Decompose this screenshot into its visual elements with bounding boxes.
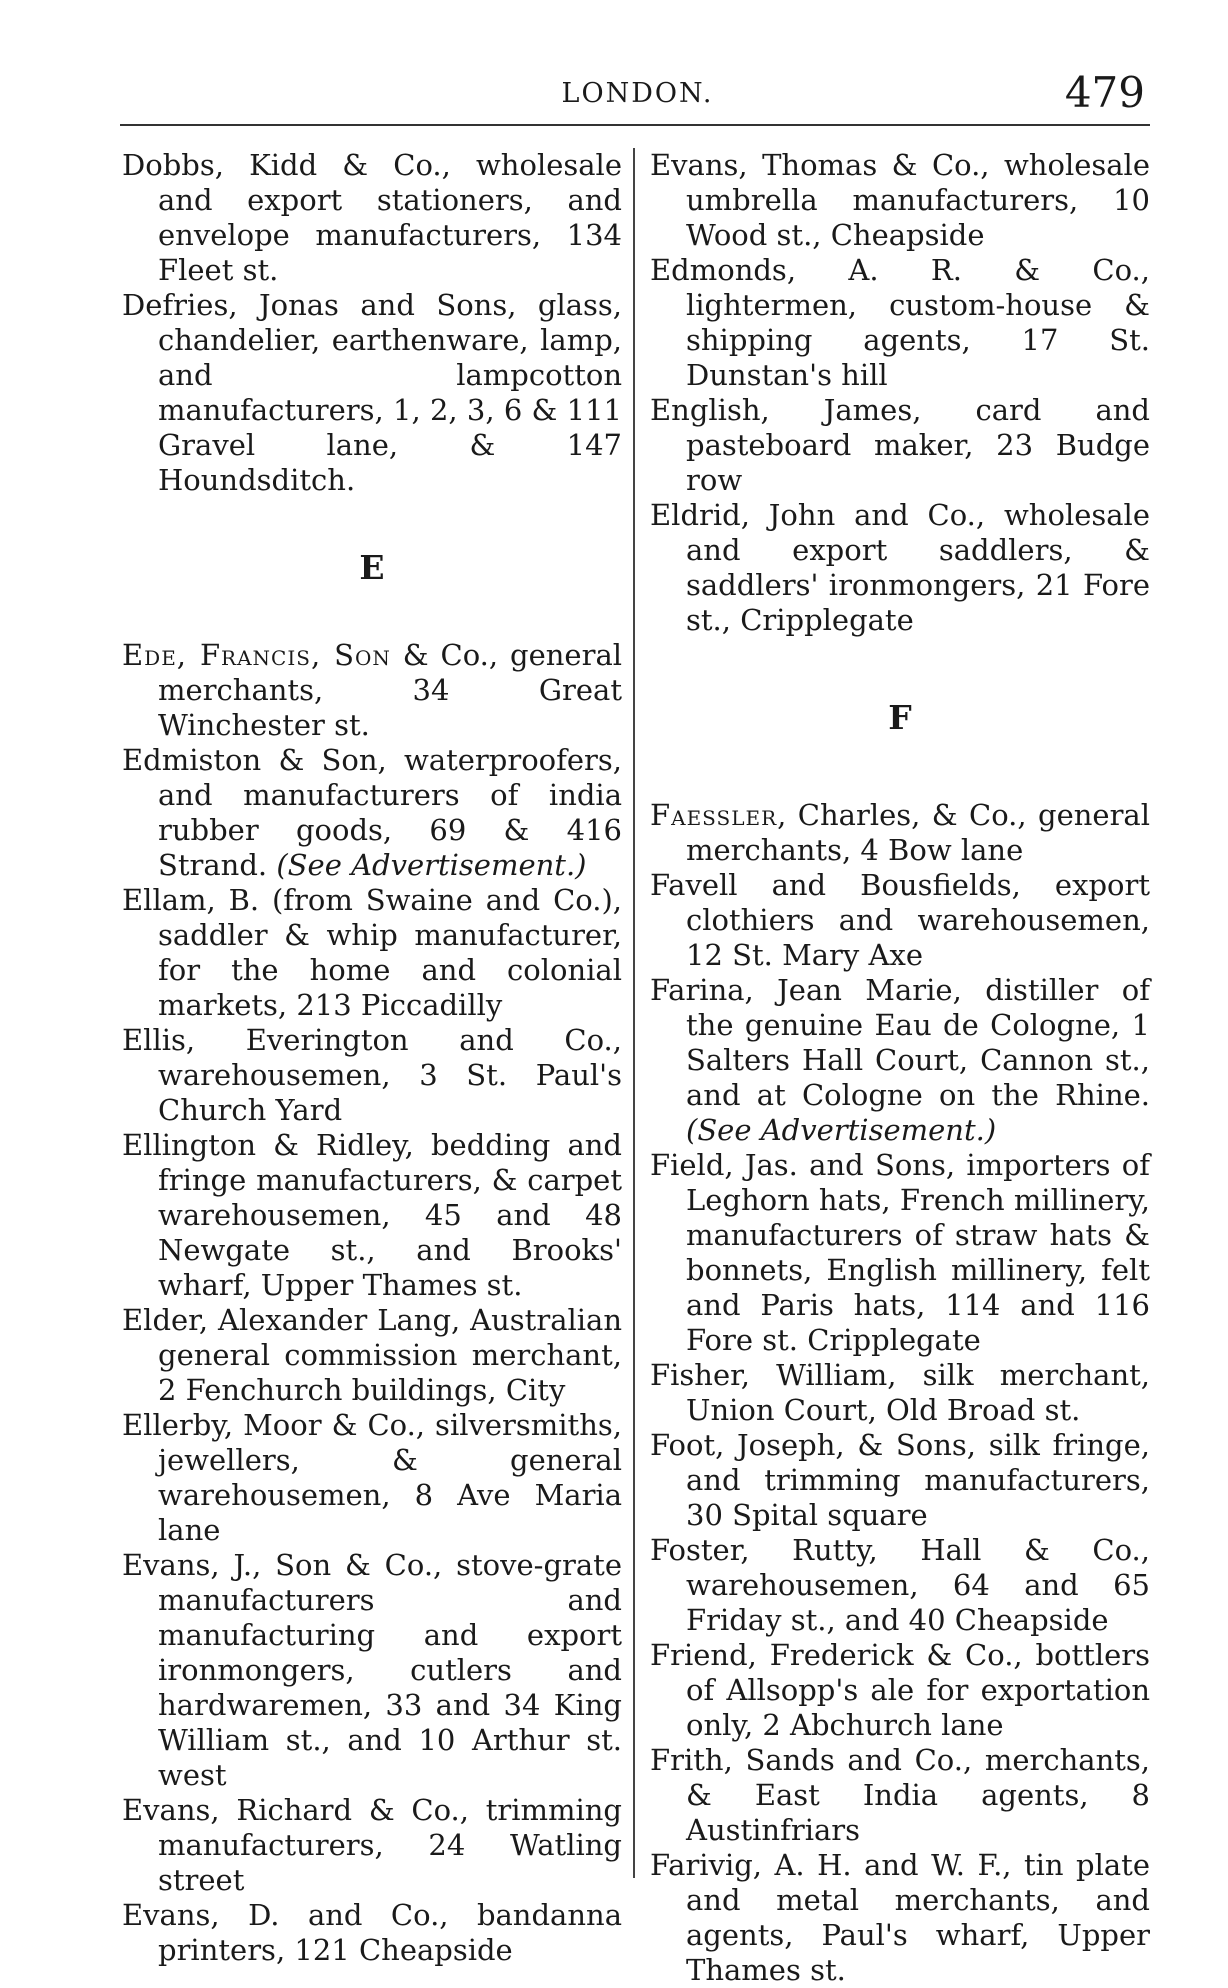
directory-entry: Field, Jas. and Sons, importers of Leghorn hats, French millinery, manufacturers of straw hats & bonnets, English millinery, felt and Paris hats, 114 and 116 Fore st. Cripplegate bbox=[650, 1148, 1150, 1357]
entry-text: Farina, Jean Marie, distiller of the genuine Eau de Cologne, 1 Salters Hall Court, Cannon st., and at Cologne on the Rhine. bbox=[650, 973, 1150, 1112]
directory-entry: Edmonds, A. R. & Co., lightermen, custom-house & shipping agents, 17 St. Dunstan's hill bbox=[650, 253, 1150, 392]
directory-entry bbox=[122, 638, 622, 743]
entry-name: Faessler bbox=[650, 798, 778, 832]
advertisement-note: (See Advertisement.) bbox=[686, 1113, 997, 1147]
directory-entry: Ellerby, Moor & Co., silversmiths, jewellers, & general warehousemen, 8 Ave Maria lane bbox=[122, 1408, 622, 1547]
directory-entry: Evans, D. and Co., bandanna printers, 121 Cheapside bbox=[122, 1898, 622, 1967]
directory-entry: Farivig, A. H. and W. F., tin plate and metal merchants, and agents, Paul's wharf, Upper Thames st. bbox=[650, 1848, 1150, 1987]
left-column bbox=[122, 148, 622, 1968]
page-number: 479 bbox=[1064, 68, 1145, 117]
right-column bbox=[650, 148, 1150, 1988]
directory-entry: Fisher, William, silk merchant, Union Court, Old Broad st. bbox=[650, 1358, 1150, 1427]
directory-entry: Evans, Richard & Co., trimming manufacturers, 24 Watling street bbox=[122, 1793, 622, 1897]
column-divider bbox=[633, 148, 635, 1878]
directory-entry: Ellam, B. (from Swaine and Co.), saddler & whip manufacturer, for the home and colonial markets, 213 Piccadilly bbox=[122, 883, 622, 1022]
directory-entry: English, James, card and pasteboard maker, 23 Budge row bbox=[650, 393, 1150, 497]
directory-entry: Foot, Joseph, & Sons, silk fringe, and trimming manufacturers, 30 Spital square bbox=[650, 1428, 1150, 1532]
directory-entry: Foster, Rutty, Hall & Co., warehousemen, 64 and 65 Friday st., and 40 Cheapside bbox=[650, 1533, 1150, 1637]
header-rule bbox=[120, 124, 1150, 126]
directory-entry: Evans, Thomas & Co., wholesale umbrella manufacturers, 10 Wood st., Cheapside bbox=[650, 148, 1150, 252]
directory-entry: Favell and Bousfields, export clothiers and warehousemen, 12 St. Mary Axe bbox=[650, 868, 1150, 972]
directory-entry bbox=[650, 798, 1150, 868]
directory-entry: Dobbs, Kidd & Co., wholesale and export stationers, and envelope manufacturers, 134 Fleet st. bbox=[122, 148, 622, 287]
directory-entry bbox=[122, 743, 622, 883]
directory-entry: Ellis, Everington and Co., warehousemen, 3 St. Paul's Church Yard bbox=[122, 1023, 622, 1127]
entry-details: , Charles, & Co., general merchants, 4 Bow lane bbox=[686, 798, 1150, 867]
directory-entry: Frith, Sands and Co., merchants, & East India agents, 8 Austinfriars bbox=[650, 1743, 1150, 1847]
directory-entry: Eldrid, John and Co., wholesale and export saddlers, & saddlers' ironmongers, 21 Fore st., Cripplegate bbox=[650, 498, 1150, 637]
entry-name: Ede, Francis, Son bbox=[122, 638, 391, 672]
directory-entry: Friend, Frederick & Co., bottlers of Allsopp's ale for exportation only, 2 Abchurch lane bbox=[650, 1638, 1150, 1742]
advertisement-note: (See Advertisement.) bbox=[276, 848, 587, 882]
directory-entry: Defries, Jonas and Sons, glass, chandelier, earthenware, lamp, and lampcotton manufacturers, 1, 2, 3, 6 & 111 Gravel lane, & 147 Houndsditch. bbox=[122, 288, 622, 497]
entry-text: Edmiston & Son, waterproofers, and manufacturers of india rubber goods, 69 & 416 Strand. bbox=[122, 743, 622, 882]
running-title: LONDON. bbox=[561, 78, 714, 109]
entry-details: & Co., general merchants, 34 Great Winchester st. bbox=[158, 638, 623, 742]
running-head bbox=[120, 68, 1155, 120]
directory-entry: Evans, J., Son & Co., stove-grate manufacturers and manufacturing and export ironmongers, cutlers and hardwaremen, 33 and 34 King William st., and 10 Arthur st. west bbox=[122, 1548, 622, 1792]
section-letter-f: F bbox=[888, 698, 912, 737]
directory-entry bbox=[650, 973, 1150, 1148]
directory-entry: Ellington & Ridley, bedding and fringe manufacturers, & carpet warehousemen, 45 and 48 Newgate st., and Brooks' wharf, Upper Thames st. bbox=[122, 1128, 622, 1302]
section-letter-e: E bbox=[359, 548, 385, 587]
directory-entry: Elder, Alexander Lang, Australian general commission merchant, 2 Fenchurch buildings, City bbox=[122, 1303, 622, 1407]
